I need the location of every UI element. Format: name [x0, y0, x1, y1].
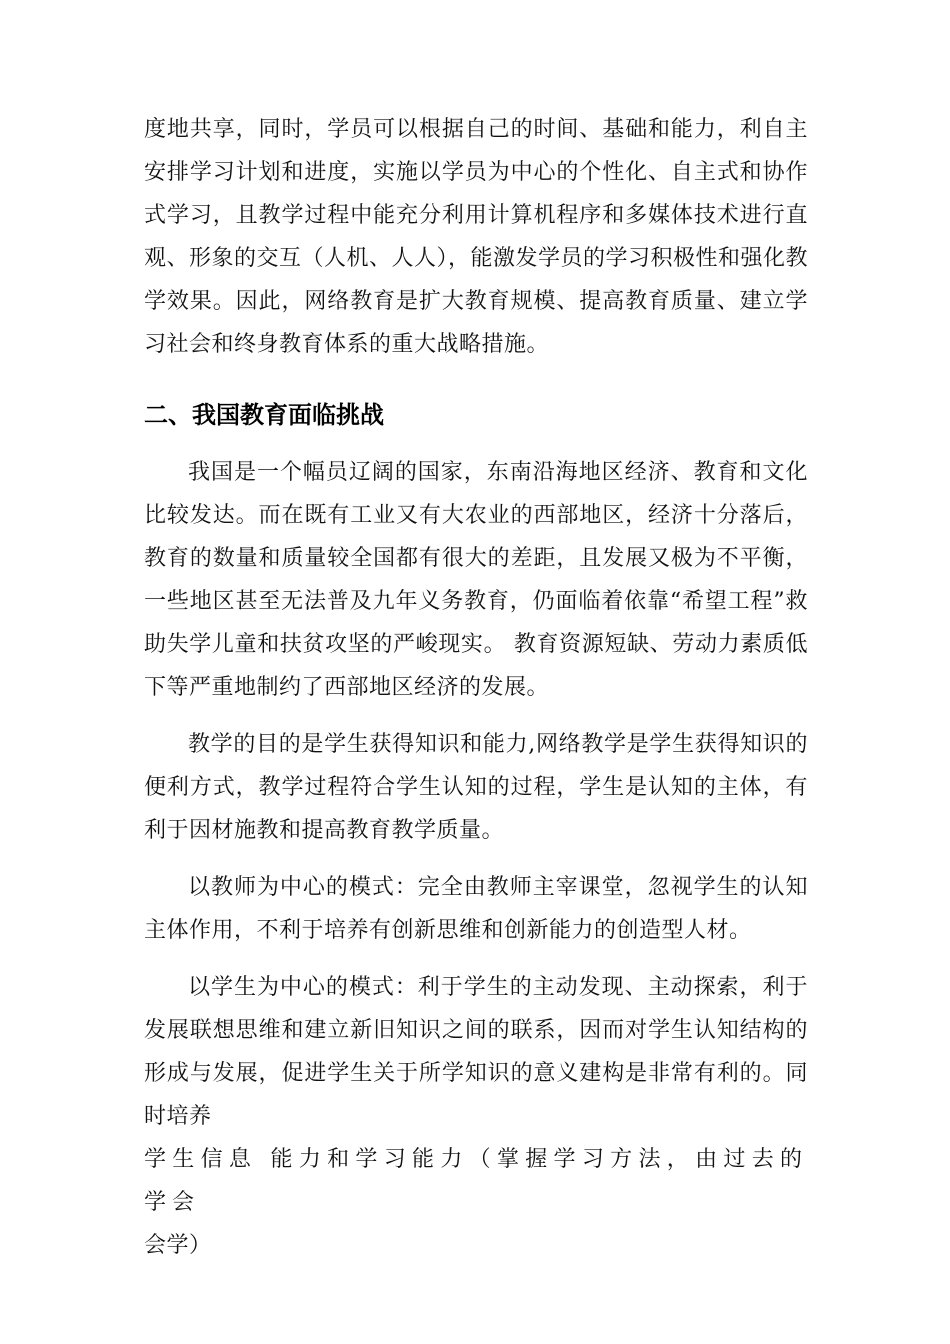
paragraph-student-centered: 以学生为中心的模式：利于学生的主动发现、主动探索，利于发展联想思维和建立新旧知识之间的联系，因而对学生认知结构的形成与发展，促进学生关于所学知识的意义建构是非常有利的。同时培养 — [144, 975, 808, 1129]
spacer — [144, 852, 808, 866]
paragraph-teaching-purpose: 教学的目的是学生获得知识和能力,网络教学是学生获得知识的便利方式，教学过程符合学生认知的过程，学生是认知的主体，有利于因材施教和提高教育教学质量。 — [144, 732, 808, 843]
paragraph-student-centered-tail: 会学） — [144, 1233, 212, 1258]
intro-paragraph: 度地共享，同时，学员可以根据自己的时间、基础和能力，利自主安排学习计划和进度，实施以学员为中心的个性化、自主式和协作式学习，且教学过程中能充分利用计算机程序和多媒体技术进行直观、形象的交互（人机、人人），能激发学员的学习积极性和强化教学效果。因此，网络教育是扩大教育规模、提高教育质量、建立学习社会和终身教育体系的重大战略措施。 — [144, 117, 809, 357]
spacer — [144, 437, 808, 451]
paragraph-teacher-centered: 以教师为中心的模式：完全由教师主宰课堂，忽视学生的认知主体作用，不利于培养有创新思维和创新能力的创造型人材。 — [144, 875, 808, 943]
spacer — [144, 952, 808, 966]
document-body — [144, 108, 808, 1267]
paragraph-west-region: 我国是一个幅员辽阔的国家，东南沿海地区经济、教育和文化比较发达。而在既有工业又有大农业的西部地区，经济十分落后，教育的数量和质量较全国都有很大的差距，且发展又极为不平衡，一些地区甚至无法普及九年义务教育，仍面临着依靠“希望工程”救助失学儿童和扶贫攻坚的严峻现实。 教育资源短缺、劳动力素质低下等严重地制约了西部地区经济的发展。 — [144, 460, 808, 700]
spacer — [144, 709, 808, 723]
spacer — [144, 366, 808, 394]
section-heading: 二、我国教育面临挑战 — [144, 401, 384, 429]
paragraph-student-centered-spaced-line: 学生信息 能力和学习能力（掌握学习方法，由过去的学会 — [144, 1147, 808, 1215]
